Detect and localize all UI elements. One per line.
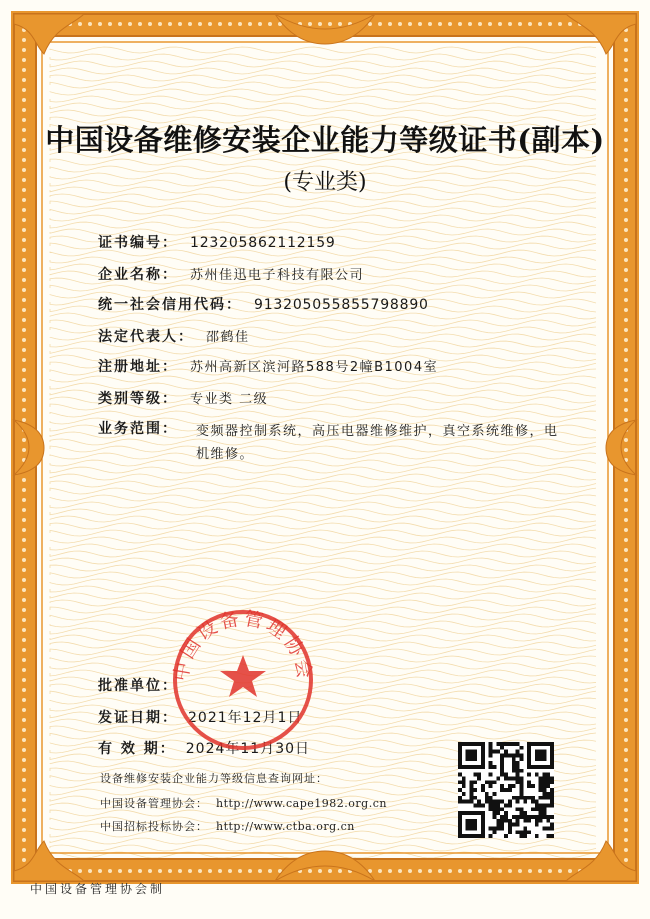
field-registered-address	[98, 356, 438, 376]
field-value: 苏州高新区滨河路588号2幢B1004室	[190, 360, 439, 375]
query-line-cape	[100, 795, 387, 811]
certificate-subtitle: (专业类)	[283, 170, 367, 195]
field-label: 注册地址：	[98, 359, 178, 375]
issuer-footer: 中国设备管理协会制	[30, 882, 166, 896]
certificate-title: 中国设备维修安装企业能力等级证书(副本)	[45, 123, 605, 157]
field-label: 类别等级：	[98, 391, 178, 407]
field-certificate-number	[98, 232, 336, 252]
query-url: http://www.cape1982.org.cn	[216, 797, 387, 810]
field-label: 批准单位：	[98, 678, 178, 694]
field-value: 913205055855798890	[254, 297, 429, 313]
field-label: 发证日期：	[98, 710, 178, 726]
field-value: 2021年12月1日	[188, 710, 303, 726]
field-category-level	[98, 388, 268, 408]
field-label: 企业名称：	[98, 267, 178, 283]
field-label: 有 效 期：	[98, 741, 176, 757]
field-value: 苏州佳迅电子科技有限公司	[190, 268, 365, 283]
field-label: 法定代表人：	[98, 329, 194, 345]
field-credit-code	[98, 294, 429, 314]
field-label: 业务范围：	[98, 421, 178, 437]
query-url: http://www.ctba.org.cn	[216, 820, 355, 833]
query-org-name: 中国设备管理协会：	[100, 797, 208, 810]
field-label: 证书编号：	[98, 235, 178, 251]
official-seal	[168, 605, 318, 755]
query-org-name: 中国招标投标协会：	[100, 820, 208, 833]
field-company-name	[98, 264, 364, 284]
field-legal-representative	[98, 326, 250, 346]
field-value: 变频器控制系统，高压电器维修维护，真空系统维修，电机维修。	[196, 424, 559, 462]
qr-code	[458, 742, 554, 838]
query-line-ctba	[100, 818, 355, 834]
seal-text: 中国设备管理协会	[170, 607, 316, 683]
field-value: 123205862112159	[190, 235, 336, 251]
field-value: 专业类 二级	[190, 392, 269, 407]
field-label: 统一社会信用代码：	[98, 297, 242, 313]
field-value: 邵鹤佳	[206, 330, 250, 345]
field-value: 2024年11月30日	[185, 741, 311, 757]
query-heading: 设备维修安装企业能力等级信息查询网址：	[100, 772, 328, 785]
